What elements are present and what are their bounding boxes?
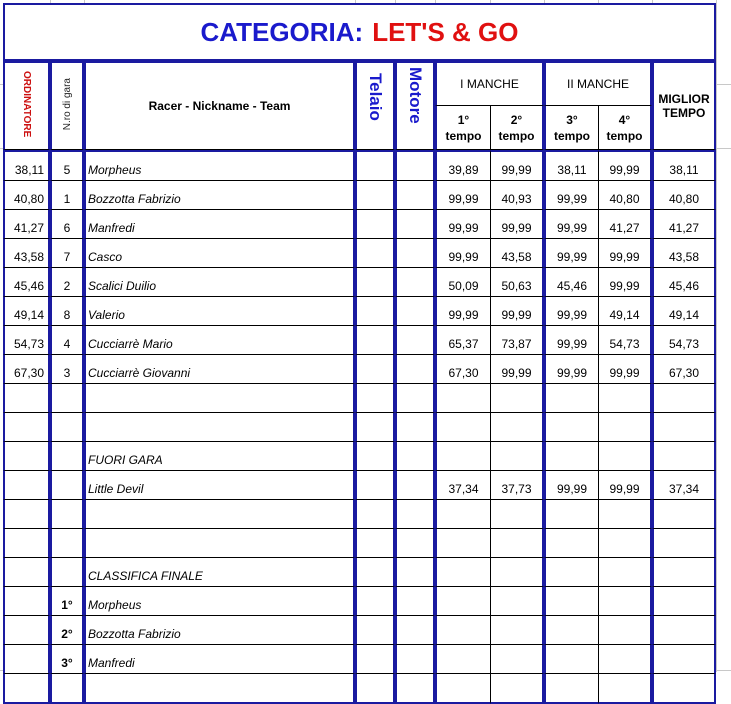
cell-tempo-4[interactable] <box>598 413 652 442</box>
title-prefix: CATEGORIA: <box>200 16 364 47</box>
table-row <box>3 558 716 587</box>
header-tempo-1: 1° tempo <box>435 106 490 150</box>
cell-telaio[interactable] <box>355 442 395 471</box>
cell-race-number[interactable] <box>50 558 84 587</box>
cell-tempo-2[interactable] <box>490 500 544 529</box>
cell-tempo-4[interactable]: 54,73 <box>598 326 652 355</box>
table-row <box>3 529 716 558</box>
cell-telaio[interactable] <box>355 326 395 355</box>
cell-tempo-2[interactable]: 73,87 <box>490 326 544 355</box>
cell-tempo-3[interactable] <box>544 529 598 558</box>
cell-motore[interactable] <box>395 471 435 500</box>
table-row <box>3 239 716 268</box>
table-row <box>3 616 716 645</box>
cell-tempo-2[interactable]: 99,99 <box>490 150 544 181</box>
cell-tempo-3[interactable]: 99,99 <box>544 210 598 239</box>
table-row <box>3 355 716 384</box>
cell-tempo-1[interactable]: 99,99 <box>435 297 490 326</box>
cell-telaio[interactable] <box>355 558 395 587</box>
cell-motore[interactable] <box>395 616 435 645</box>
cell-miglior-tempo[interactable] <box>652 529 716 558</box>
cell-racer-name[interactable] <box>84 529 355 558</box>
cell-tempo-3[interactable] <box>544 442 598 471</box>
cell-miglior-tempo[interactable]: 43,58 <box>652 239 716 268</box>
cell-miglior-tempo[interactable] <box>652 558 716 587</box>
header-manche-1: I MANCHE <box>435 61 544 106</box>
cell-tempo-3[interactable]: 99,99 <box>544 181 598 210</box>
cell-tempo-3[interactable]: 38,11 <box>544 150 598 181</box>
cell-racer-name[interactable] <box>84 674 355 704</box>
cell-miglior-tempo[interactable] <box>652 384 716 413</box>
section-label[interactable]: FUORI GARA <box>84 442 355 471</box>
cell-miglior-tempo[interactable]: 40,80 <box>652 181 716 210</box>
table-row <box>3 384 716 413</box>
cell-telaio[interactable] <box>355 529 395 558</box>
cell-tempo-1[interactable]: 50,09 <box>435 268 490 297</box>
cell-telaio[interactable] <box>355 384 395 413</box>
cell-motore[interactable] <box>395 297 435 326</box>
cell-tempo-1[interactable] <box>435 442 490 471</box>
cell-tempo-1[interactable] <box>435 587 490 616</box>
cell-tempo-4[interactable]: 40,80 <box>598 181 652 210</box>
cell-tempo-2[interactable] <box>490 645 544 674</box>
cell-tempo-3[interactable]: 99,99 <box>544 355 598 384</box>
cell-tempo-3[interactable]: 99,99 <box>544 326 598 355</box>
cell-ordinatore[interactable]: 49,14 <box>3 297 50 326</box>
cell-miglior-tempo[interactable] <box>652 442 716 471</box>
cell-tempo-3[interactable]: 99,99 <box>544 297 598 326</box>
header-tempo-4: 4° tempo <box>598 106 652 150</box>
cell-tempo-2[interactable] <box>490 674 544 704</box>
cell-race-number[interactable]: 3 <box>50 355 84 384</box>
cell-telaio[interactable] <box>355 239 395 268</box>
cell-miglior-tempo[interactable]: 49,14 <box>652 297 716 326</box>
cell-tempo-1[interactable]: 37,34 <box>435 471 490 500</box>
cell-tempo-1[interactable] <box>435 529 490 558</box>
cell-tempo-4[interactable] <box>598 558 652 587</box>
cell-miglior-tempo[interactable] <box>652 587 716 616</box>
cell-motore[interactable] <box>395 529 435 558</box>
table-row <box>3 471 716 500</box>
cell-race-number[interactable]: 6 <box>50 210 84 239</box>
cell-tempo-2[interactable]: 99,99 <box>490 210 544 239</box>
cell-tempo-4[interactable] <box>598 442 652 471</box>
cell-miglior-tempo[interactable]: 41,27 <box>652 210 716 239</box>
cell-telaio[interactable] <box>355 268 395 297</box>
category-title <box>3 3 716 61</box>
cell-miglior-tempo[interactable] <box>652 645 716 674</box>
cell-motore[interactable] <box>395 268 435 297</box>
cell-tempo-4[interactable]: 49,14 <box>598 297 652 326</box>
cell-ordinatore[interactable] <box>3 442 50 471</box>
cell-motore[interactable] <box>395 384 435 413</box>
cell-race-number[interactable] <box>50 500 84 529</box>
cell-tempo-1[interactable] <box>435 616 490 645</box>
cell-ordinatore[interactable]: 38,11 <box>3 150 50 181</box>
cell-tempo-2[interactable] <box>490 413 544 442</box>
cell-race-number[interactable]: 5 <box>50 150 84 181</box>
cell-ordinatore[interactable] <box>3 616 50 645</box>
table-row <box>3 181 716 210</box>
cell-race-number[interactable] <box>50 413 84 442</box>
cell-tempo-3[interactable]: 45,46 <box>544 268 598 297</box>
cell-tempo-2[interactable]: 50,63 <box>490 268 544 297</box>
cell-motore[interactable] <box>395 500 435 529</box>
table-row <box>3 150 716 181</box>
cell-miglior-tempo[interactable]: 67,30 <box>652 355 716 384</box>
cell-miglior-tempo[interactable]: 37,34 <box>652 471 716 500</box>
cell-tempo-1[interactable]: 99,99 <box>435 239 490 268</box>
cell-ordinatore[interactable] <box>3 645 50 674</box>
cell-racer-name[interactable]: Bozzotta Fabrizio <box>84 181 355 210</box>
cell-motore[interactable] <box>395 239 435 268</box>
cell-racer-name[interactable] <box>84 413 355 442</box>
cell-miglior-tempo[interactable] <box>652 674 716 704</box>
cell-tempo-2[interactable] <box>490 558 544 587</box>
cell-tempo-2[interactable]: 43,58 <box>490 239 544 268</box>
cell-motore[interactable] <box>395 326 435 355</box>
cell-ordinatore[interactable] <box>3 471 50 500</box>
cell-racer-name[interactable]: Manfredi <box>84 210 355 239</box>
header-tempo-3: 3° tempo <box>544 106 598 150</box>
results-table <box>3 61 716 704</box>
cell-tempo-4[interactable] <box>598 587 652 616</box>
cell-ordinatore[interactable] <box>3 529 50 558</box>
cell-ordinatore[interactable] <box>3 558 50 587</box>
cell-ordinatore[interactable] <box>3 384 50 413</box>
table-row <box>3 500 716 529</box>
cell-racer-name[interactable]: Little Devil <box>84 471 355 500</box>
cell-motore[interactable] <box>395 587 435 616</box>
cell-tempo-1[interactable]: 99,99 <box>435 181 490 210</box>
cell-tempo-2[interactable] <box>490 529 544 558</box>
cell-tempo-3[interactable] <box>544 616 598 645</box>
header-nro-gara: N.ro di gara <box>50 61 84 150</box>
cell-tempo-1[interactable] <box>435 558 490 587</box>
cell-tempo-4[interactable] <box>598 616 652 645</box>
cell-racer-name[interactable]: Morpheus <box>84 150 355 181</box>
cell-tempo-3[interactable]: 99,99 <box>544 471 598 500</box>
cell-racer-name[interactable]: Bozzotta Fabrizio <box>84 616 355 645</box>
cell-race-number[interactable]: 7 <box>50 239 84 268</box>
cell-tempo-1[interactable]: 65,37 <box>435 326 490 355</box>
cell-telaio[interactable] <box>355 645 395 674</box>
cell-tempo-2[interactable]: 99,99 <box>490 297 544 326</box>
cell-tempo-4[interactable] <box>598 529 652 558</box>
cell-telaio[interactable] <box>355 181 395 210</box>
cell-position[interactable]: 2° <box>50 616 84 645</box>
cell-tempo-3[interactable] <box>544 587 598 616</box>
cell-ordinatore[interactable]: 67,30 <box>3 355 50 384</box>
cell-race-number[interactable]: 2 <box>50 268 84 297</box>
cell-motore[interactable] <box>395 181 435 210</box>
cell-tempo-4[interactable]: 99,99 <box>598 150 652 181</box>
cell-tempo-4[interactable] <box>598 500 652 529</box>
cell-tempo-2[interactable] <box>490 587 544 616</box>
cell-tempo-1[interactable] <box>435 645 490 674</box>
cell-tempo-2[interactable] <box>490 442 544 471</box>
cell-motore[interactable] <box>395 442 435 471</box>
cell-telaio[interactable] <box>355 500 395 529</box>
cell-miglior-tempo[interactable] <box>652 616 716 645</box>
cell-motore[interactable] <box>395 150 435 181</box>
cell-motore[interactable] <box>395 674 435 704</box>
cell-racer-name[interactable]: Manfredi <box>84 645 355 674</box>
table-row <box>3 297 716 326</box>
table-row <box>3 326 716 355</box>
cell-tempo-2[interactable] <box>490 616 544 645</box>
header-miglior-tempo: MIGLIOR TEMPO <box>652 61 716 150</box>
cell-tempo-4[interactable]: 41,27 <box>598 210 652 239</box>
cell-tempo-1[interactable]: 67,30 <box>435 355 490 384</box>
section-label[interactable]: CLASSIFICA FINALE <box>84 558 355 587</box>
cell-racer-name[interactable]: Scalici Duilio <box>84 268 355 297</box>
cell-miglior-tempo[interactable]: 54,73 <box>652 326 716 355</box>
cell-tempo-4[interactable]: 99,99 <box>598 355 652 384</box>
header-manche-2: II MANCHE <box>544 61 652 106</box>
cell-tempo-3[interactable] <box>544 500 598 529</box>
cell-racer-name[interactable]: Casco <box>84 239 355 268</box>
cell-tempo-4[interactable] <box>598 674 652 704</box>
cell-ordinatore[interactable] <box>3 587 50 616</box>
cell-ordinatore[interactable]: 45,46 <box>3 268 50 297</box>
cell-tempo-1[interactable] <box>435 674 490 704</box>
cell-race-number[interactable] <box>50 471 84 500</box>
cell-ordinatore[interactable]: 41,27 <box>3 210 50 239</box>
cell-telaio[interactable] <box>355 674 395 704</box>
cell-tempo-4[interactable] <box>598 645 652 674</box>
header-tempo-2: 2° tempo <box>490 106 544 150</box>
cell-ordinatore[interactable]: 54,73 <box>3 326 50 355</box>
cell-miglior-tempo[interactable]: 38,11 <box>652 150 716 181</box>
cell-position[interactable]: 1° <box>50 587 84 616</box>
cell-miglior-tempo[interactable] <box>652 413 716 442</box>
cell-race-number[interactable] <box>50 442 84 471</box>
header-telaio: Telaio <box>355 61 395 150</box>
cell-tempo-1[interactable] <box>435 384 490 413</box>
cell-tempo-3[interactable] <box>544 645 598 674</box>
cell-miglior-tempo[interactable] <box>652 500 716 529</box>
cell-race-number[interactable] <box>50 384 84 413</box>
header-racer: Racer - Nickname - Team <box>84 61 355 150</box>
cell-tempo-1[interactable] <box>435 500 490 529</box>
cell-telaio[interactable] <box>355 616 395 645</box>
cell-miglior-tempo[interactable]: 45,46 <box>652 268 716 297</box>
table-row <box>3 268 716 297</box>
cell-tempo-2[interactable]: 37,73 <box>490 471 544 500</box>
cell-racer-name[interactable]: Cucciarrè Mario <box>84 326 355 355</box>
category-name: LET'S & GO <box>372 16 519 47</box>
cell-race-number[interactable] <box>50 529 84 558</box>
cell-tempo-3[interactable]: 99,99 <box>544 239 598 268</box>
cell-tempo-3[interactable] <box>544 558 598 587</box>
cell-tempo-1[interactable]: 99,99 <box>435 210 490 239</box>
cell-telaio[interactable] <box>355 210 395 239</box>
cell-telaio[interactable] <box>355 150 395 181</box>
cell-motore[interactable] <box>395 645 435 674</box>
cell-racer-name[interactable]: Valerio <box>84 297 355 326</box>
cell-tempo-4[interactable] <box>598 384 652 413</box>
cell-tempo-4[interactable]: 99,99 <box>598 239 652 268</box>
header-motore: Motore <box>395 61 435 150</box>
cell-position[interactable]: 3° <box>50 645 84 674</box>
cell-telaio[interactable] <box>355 355 395 384</box>
cell-racer-name[interactable] <box>84 500 355 529</box>
cell-tempo-3[interactable] <box>544 674 598 704</box>
cell-tempo-1[interactable]: 39,89 <box>435 150 490 181</box>
cell-ordinatore[interactable]: 40,80 <box>3 181 50 210</box>
cell-motore[interactable] <box>395 413 435 442</box>
cell-ordinatore[interactable] <box>3 674 50 704</box>
cell-race-number[interactable]: 1 <box>50 181 84 210</box>
cell-ordinatore[interactable] <box>3 500 50 529</box>
cell-race-number[interactable] <box>50 674 84 704</box>
cell-tempo-3[interactable] <box>544 413 598 442</box>
cell-tempo-2[interactable]: 99,99 <box>490 355 544 384</box>
cell-tempo-4[interactable]: 99,99 <box>598 268 652 297</box>
cell-tempo-4[interactable]: 99,99 <box>598 471 652 500</box>
cell-telaio[interactable] <box>355 471 395 500</box>
table-row <box>3 442 716 471</box>
cell-motore[interactable] <box>395 355 435 384</box>
cell-tempo-2[interactable]: 40,93 <box>490 181 544 210</box>
table-row <box>3 587 716 616</box>
cell-telaio[interactable] <box>355 413 395 442</box>
cell-tempo-2[interactable] <box>490 384 544 413</box>
cell-race-number[interactable]: 4 <box>50 326 84 355</box>
cell-motore[interactable] <box>395 558 435 587</box>
table-row <box>3 210 716 239</box>
cell-telaio[interactable] <box>355 587 395 616</box>
cell-telaio[interactable] <box>355 297 395 326</box>
cell-ordinatore[interactable] <box>3 413 50 442</box>
cell-ordinatore[interactable]: 43,58 <box>3 239 50 268</box>
header-ordinatore: ORDINATORE <box>3 61 50 150</box>
cell-motore[interactable] <box>395 210 435 239</box>
cell-racer-name[interactable]: Cucciarrè Giovanni <box>84 355 355 384</box>
cell-tempo-1[interactable] <box>435 413 490 442</box>
table-row <box>3 645 716 674</box>
cell-racer-name[interactable]: Morpheus <box>84 587 355 616</box>
cell-race-number[interactable]: 8 <box>50 297 84 326</box>
table-row <box>3 413 716 442</box>
cell-tempo-3[interactable] <box>544 384 598 413</box>
table-row <box>3 674 716 704</box>
cell-racer-name[interactable] <box>84 384 355 413</box>
